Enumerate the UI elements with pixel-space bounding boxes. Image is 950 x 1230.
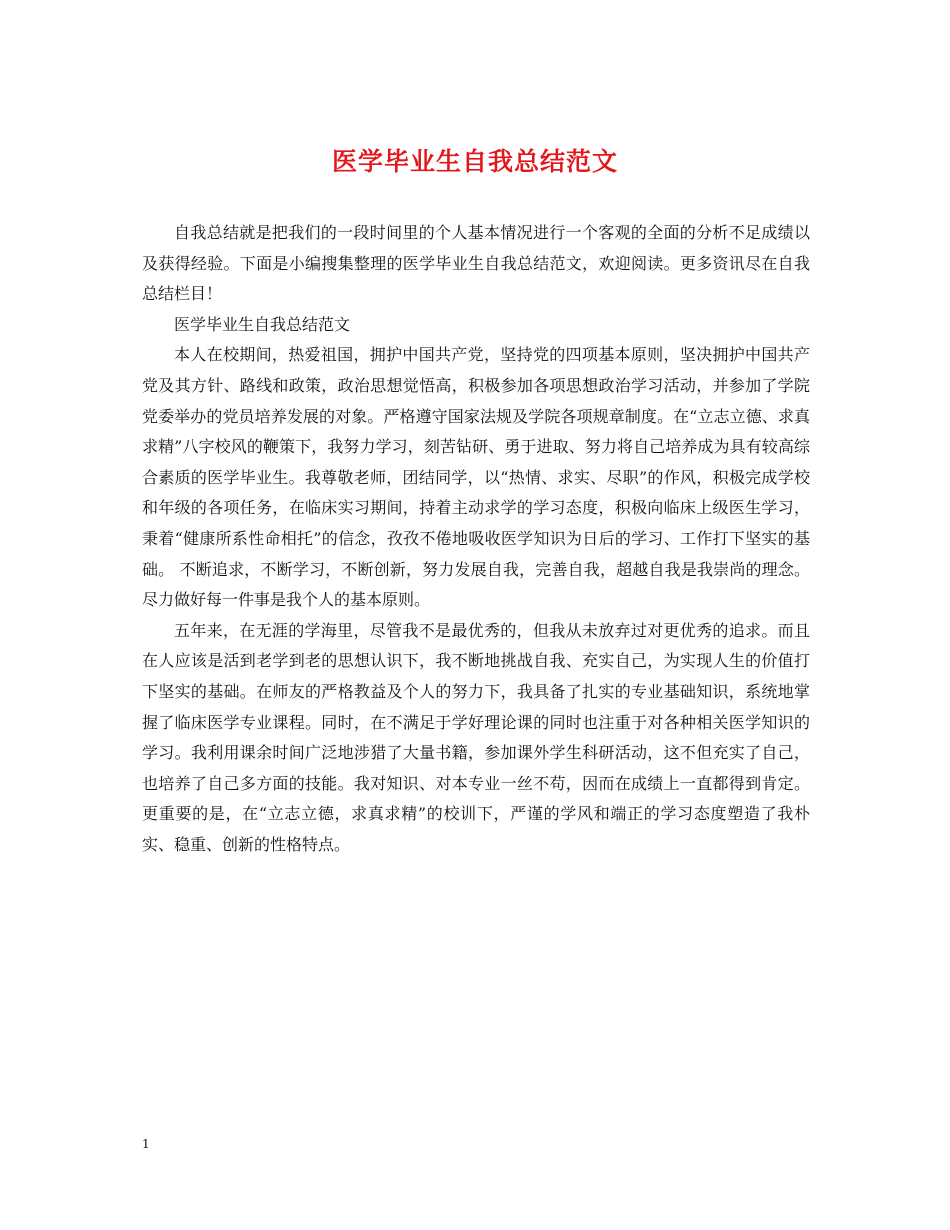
body-paragraph-2: 五年来，在无涯的学海里，尽管我不是最优秀的，但我从未放弃过对更优秀的追求。而且在人应该是活到老学到老的思想认识下，我不断地挑战自我、充实自己，为实现人生的价值打下坚实的基础。在师友的严格教益及个人的努力下，我具备了扎实的专业基础知识，系统地掌握了临床医学专业课程。同时，在不满足于学好理论课的同时也注重于对各种相关医学知识的学习。我利用课余时间广泛地涉猎了大量书籍，参加课外学生科研活动，这不但充实了自己，也培养了自己多方面的技能。我对知识、对本专业一丝不苟，因而在成绩上一直都得到肯定。更重要的是，在“立志立德，求真求精”的校训下，严谨的学风和端正的学习态度塑造了我朴实、稳重、创新的性格特点。 [142, 620, 810, 854]
document-body [142, 218, 810, 860]
intro-paragraph: 自我总结就是把我们的一段时间里的个人基本情况进行一个客观的全面的分析不足成绩以及获得经验。下面是小编搜集整理的医学毕业生自我总结范文，欢迎阅读。更多资讯尽在自我总结栏目！ [142, 223, 810, 304]
page-number: 1 [142, 1137, 150, 1151]
document-title: 医学毕业生自我总结范文 [331, 147, 618, 176]
body-paragraph-1: 本人在校期间，热爱祖国，拥护中国共产党，坚持党的四项基本原则，坚决拥护中国共产党及其方针、路线和政策，政治思想觉悟高，积极参加各项思想政治学习活动，并参加了学院党委举办的党员培养发展的对象。严格遵守国家法规及学院各项规章制度。在“立志立德、求真求精”八字校风的鞭策下，我努力学习，刻苦钻研、勇于进取、努力将自己培养成为具有较高综合素质的医学毕业生。我尊敬老师，团结同学，以“热情、求实、尽职”的作风，积极完成学校和年级的各项任务，在临床实习期间，持着主动求学的学习态度，积极向临床上级医生学习，秉着“健康所系性命相托”的信念，孜孜不倦地吸收医学知识为日后的学习、工作打下坚实的基础。 不断追求，不断学习，不断创新，努力发展自我，完善自我，超越自我是我崇尚的理念。尽力做好每一件事是我个人的基本原则。 [142, 345, 810, 610]
section-heading: 医学毕业生自我总结范文 [174, 314, 351, 334]
